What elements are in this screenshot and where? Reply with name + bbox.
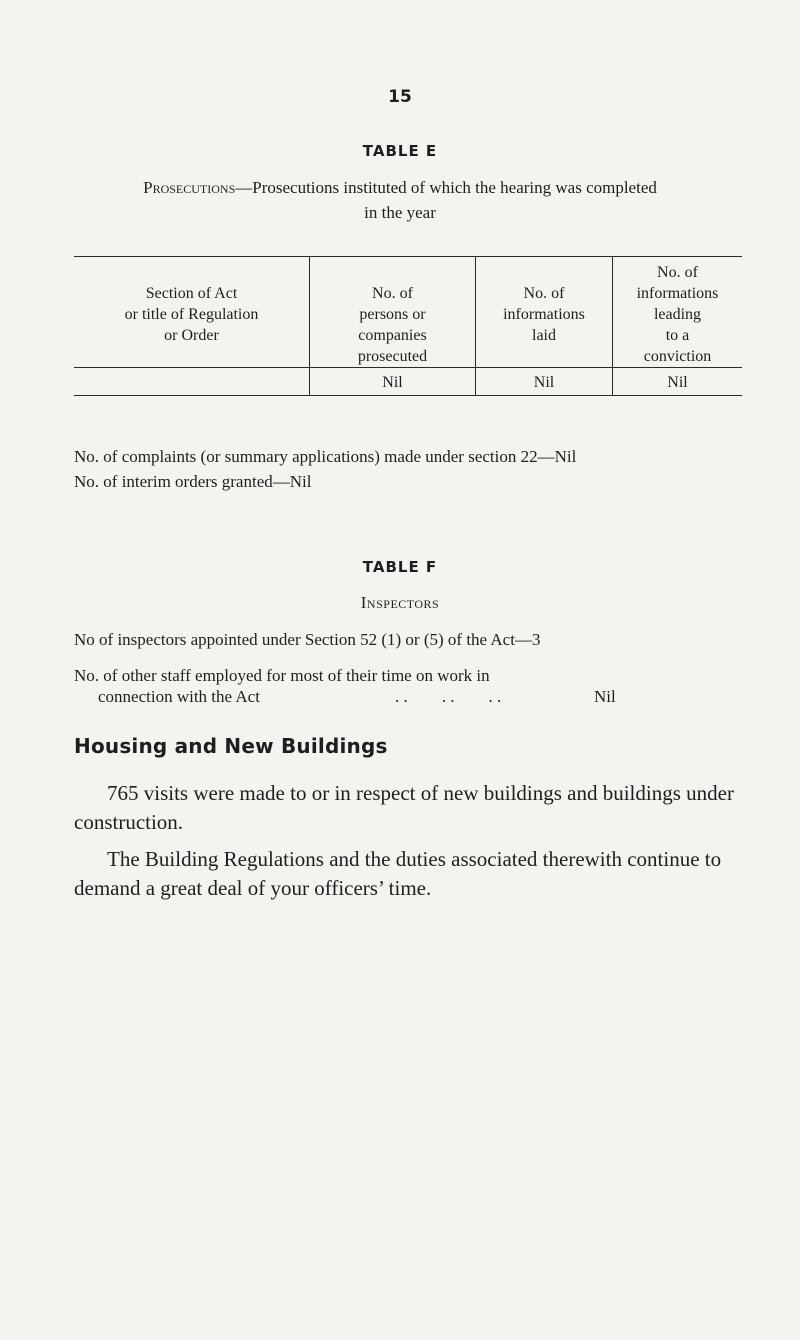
table-e-caption-line2: in the year [364, 203, 436, 222]
header-col2-line: companies [358, 327, 427, 344]
header-col4-line: to a [665, 327, 690, 344]
header-col2-line: prosecuted [357, 348, 428, 365]
header-col4-line: leading [653, 306, 702, 323]
header-col3-line: No. of [523, 285, 565, 302]
complaints-line: No. of complaints (or summary applications) made under section 22—Nil [74, 447, 577, 466]
table-header-rule [74, 367, 742, 368]
other-staff-line2: connection with the Act [98, 687, 260, 706]
row-persons-prosecuted: Nil [382, 374, 403, 391]
header-col4-line: informations [636, 285, 719, 302]
header-col1-line: or title of Regulation [124, 306, 259, 323]
page-number: 15 [388, 87, 412, 107]
header-col1-line: or Order [164, 327, 219, 344]
table-e-caption [0, 176, 800, 200]
header-col2-line: persons or [359, 306, 426, 323]
table-e-caption-lead: Prosecutions [143, 178, 236, 197]
other-staff-line1: No. of other staff employed for most of their time on work in [74, 666, 490, 685]
header-col1-line: Section of Act [145, 285, 238, 302]
table-f-heading: TABLE F [362, 558, 438, 576]
header-persons-prosecuted [310, 283, 475, 367]
header-col3-line: laid [532, 327, 556, 344]
header-informations-conviction [613, 262, 742, 367]
interim-orders-line: No. of interim orders granted—Nil [74, 472, 312, 491]
housing-heading: Housing and New Buildings [74, 734, 388, 758]
table-f-subheading: Inspectors [360, 593, 440, 612]
housing-paragraph-2: The Building Regulations and the duties associated therewith continue to demand a great deal of your officers’ time. [74, 847, 722, 900]
table-bottom-rule [74, 395, 742, 396]
row-informations-conviction: Nil [667, 374, 688, 391]
header-col4-line: No. of [657, 264, 698, 281]
other-staff-dots: . . . . . . [395, 687, 502, 706]
table-e-caption-rest: —Prosecutions instituted of which the hearing was completed [235, 178, 657, 197]
header-section-of-act [74, 283, 309, 346]
header-col4-line: conviction [643, 348, 712, 365]
header-informations-laid [476, 283, 612, 346]
header-col3-line: informations [503, 306, 585, 323]
table-e-heading: TABLE E [362, 142, 438, 160]
header-col2-line: No. of [372, 285, 413, 302]
inspectors-line: No of inspectors appointed under Section 52 (1) or (5) of the Act—3 [74, 630, 541, 649]
housing-paragraph-1: 765 visits were made to or in respect of new buildings and buildings under construction. [74, 781, 734, 834]
row-informations-laid: Nil [533, 374, 555, 391]
other-staff-value: Nil [594, 687, 616, 706]
table-top-rule [74, 256, 742, 257]
